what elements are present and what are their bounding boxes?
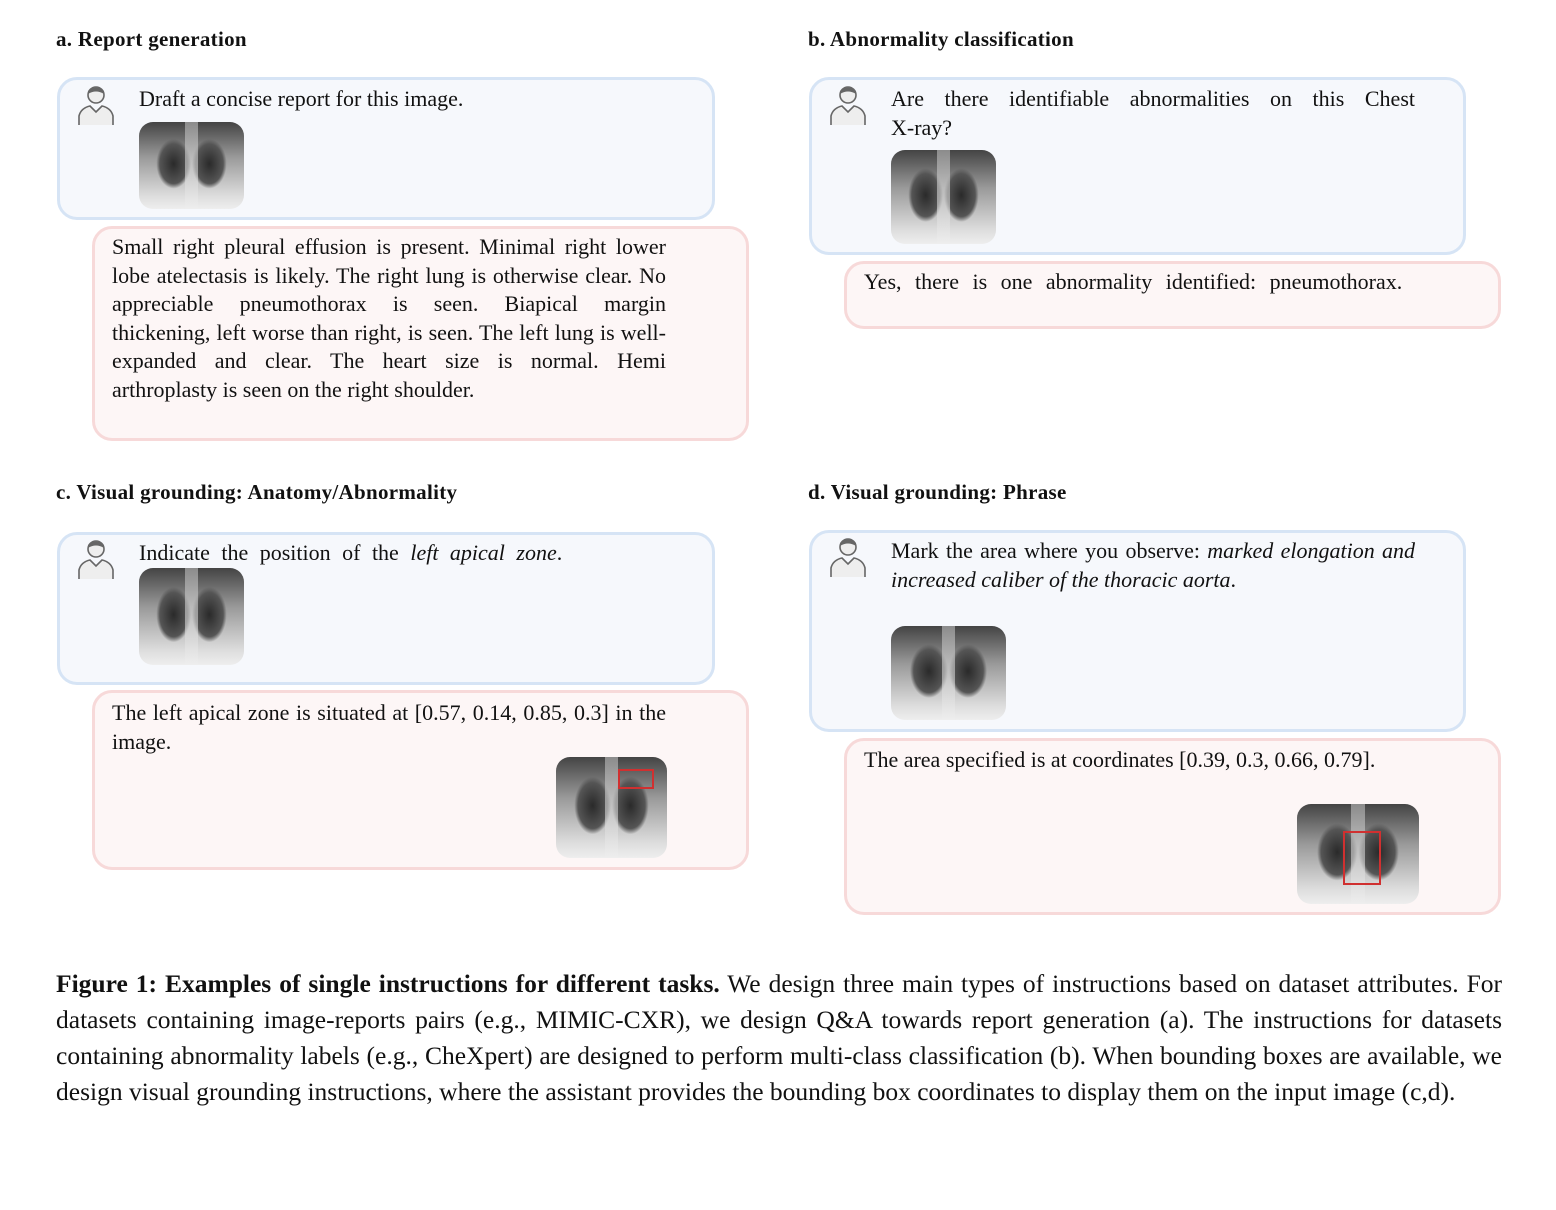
prompt-b: Are there identifiable abnormalities on this Chest X-ray? [891,86,1415,140]
panel-a-title: a. Report generation [56,27,247,51]
panel-b-title: b. Abnormality classification [808,27,1074,51]
response-d: The area specified is at coordinates [0.39, 0.3, 0.66, 0.79]. [864,747,1376,772]
user-avatar-icon [76,82,116,126]
response-c: The left apical zone is situated at [0.57, 0.14, 0.85, 0.3] in the image. [112,700,666,754]
bounding-box [618,769,654,789]
user-avatar-icon [76,536,116,580]
prompt-italic: left apical zone [410,540,557,565]
xray-image-d [891,626,1006,720]
figure-caption [56,966,1502,1110]
xray-image-c [139,568,244,665]
xray-image-b [891,150,996,244]
prompt-suffix: . [556,540,563,565]
prompt-a: Draft a concise report for this image. [139,86,464,111]
prompt-text: Indicate the position of the [139,540,411,565]
caption-text: We design three main types of instructions based on dataset attributes. For datasets containing image-reports pairs (e.g., MIMIC-CXR), we design Q&A towards report generation (a). The instructions for datasets containing abnormality labels (e.g., CheXpert) are designed to perform multi-class classification (b). When bounding boxes are available, we design visual grounding instructions, where the assistant provides the bounding box coordinates to display them on the input image (c,d). [56,969,1502,1106]
response-b: Yes, there is one abnormality identified: pneumothorax. [864,269,1403,294]
panel-d-title: d. Visual grounding: Phrase [808,480,1067,504]
prompt-d [891,537,1415,594]
panel-c-title: c. Visual grounding: Anatomy/Abnormality [56,480,458,504]
prompt-suffix: . [1230,566,1237,592]
caption-title: Figure 1: Examples of single instructions for different tasks. [56,969,720,998]
prompt-text: Mark the area where you observe: [891,538,1208,563]
user-avatar-icon [828,534,868,578]
user-avatar-icon [828,82,868,126]
xray-image-a [139,122,244,209]
prompt-italic: marked elongation and increased caliber of the thoracic aorta [891,538,1415,592]
bounding-box [1343,831,1381,885]
prompt-c [139,539,699,568]
response-a: Small right pleural effusion is present. Minimal right lower lobe atelectasis is likely. The right lung is otherwise clear. No appreciable pneumothorax is seen. Biapical margin thickening, left worse than right, is seen. The left lung is well-expanded and clear. The heart size is normal. Hemi arthroplasty is seen on the right shoulder. [112,234,666,402]
